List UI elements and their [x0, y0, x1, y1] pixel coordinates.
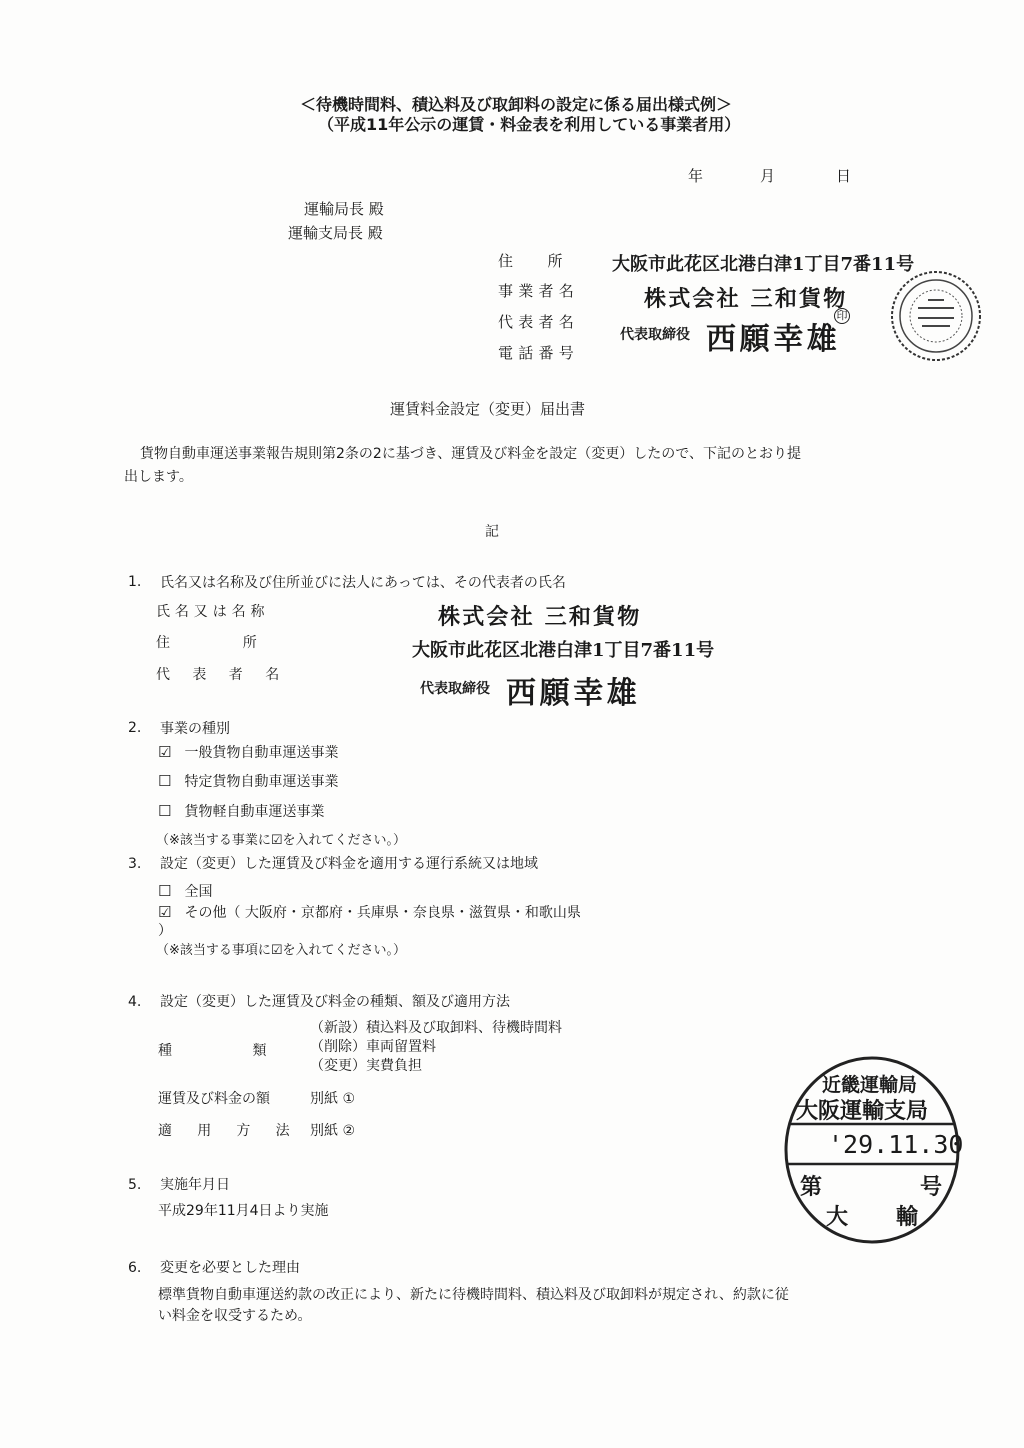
- date-month: 月: [760, 167, 776, 185]
- s1-number: 1.: [128, 574, 142, 590]
- stamp-dai: 第: [800, 1174, 823, 1200]
- checkbox-checked-icon[interactable]: ☑: [158, 743, 172, 761]
- checkbox-empty-icon[interactable]: ☐: [158, 882, 172, 900]
- stamp-line-1: 近畿運輸局: [822, 1074, 918, 1096]
- s2-number: 2.: [128, 720, 142, 736]
- applicant-rep-name: 西願幸雄: [706, 322, 841, 357]
- label-address: 住 所: [498, 252, 565, 270]
- seal-mark: 印: [834, 308, 850, 324]
- s1-address: 大阪市此花区北港白津1丁目7番11号: [412, 640, 715, 661]
- s4-amount-value: 別紙 ①: [310, 1091, 356, 1107]
- s3-number: 3.: [128, 856, 142, 872]
- s2-option-3-label: 貨物軽自動車運送事業: [184, 804, 325, 820]
- s1-label-name: 氏名又は名称: [156, 604, 270, 620]
- date-year: 年: [688, 167, 704, 185]
- s2-option-3[interactable]: [158, 801, 324, 821]
- s1-rep-name: 西願幸雄: [506, 676, 641, 711]
- s4-method-label: 適 用 方 法: [158, 1123, 296, 1139]
- s3-option-1[interactable]: [158, 881, 212, 901]
- label-company: 事業者名: [498, 282, 580, 300]
- s5-value: 平成29年11月4日より実施: [158, 1203, 329, 1219]
- s3-heading: 設定（変更）した運賃及び料金を適用する運行系統又は地域: [160, 856, 538, 872]
- s1-heading: 氏名又は名称及び住所並びに法人にあっては、その代表者の氏名: [160, 575, 566, 591]
- applicant-company: 株式会社 三和貨物: [644, 286, 848, 312]
- form-title: ＜待機時間料、積込料及び取卸料の設定に係る届出様式例＞: [300, 95, 733, 114]
- stamp-bottom-left: 大: [826, 1204, 849, 1230]
- s6-heading: 変更を必要とした理由: [160, 1260, 300, 1276]
- receipt-stamp: [780, 1052, 964, 1248]
- s2-option-2-label: 特定貨物自動車運送事業: [184, 774, 339, 790]
- s2-option-1[interactable]: [158, 742, 338, 762]
- s4-heading: 設定（変更）した運賃及び料金の種類、額及び適用方法: [160, 994, 510, 1010]
- checkbox-empty-icon[interactable]: ☐: [158, 772, 172, 790]
- s6-number: 6.: [128, 1260, 142, 1276]
- s3-option-2-label: その他（ 大阪府・京都府・兵庫県・奈良県・滋賀県・和歌山県: [184, 905, 581, 921]
- s1-label-address: 住 所: [156, 635, 265, 651]
- intro-line-2: 出します。: [124, 469, 193, 485]
- s4-number: 4.: [128, 994, 142, 1010]
- s3-close-paren: ）: [158, 923, 172, 939]
- stamp-date: '29.11.30: [828, 1130, 964, 1159]
- s1-label-rep: 代 表 者 名: [156, 667, 284, 683]
- applicant-address: 大阪市此花区北港白津1丁目7番11号: [612, 254, 915, 275]
- s5-heading: 実施年月日: [160, 1177, 230, 1193]
- s1-rep-title: 代表取締役: [420, 681, 490, 697]
- checkbox-empty-icon[interactable]: ☐: [158, 802, 172, 820]
- s3-option-1-label: 全国: [184, 884, 213, 900]
- addressee-branch: 運輸支局長 殿: [288, 224, 383, 242]
- applicant-rep-title: 代表取締役: [620, 327, 690, 343]
- s3-note: （※該当する事項に☑を入れてください。）: [156, 943, 407, 958]
- checkbox-checked-icon[interactable]: ☑: [158, 903, 172, 921]
- stamp-line-2: 大阪運輸支局: [796, 1098, 929, 1124]
- s1-company: 株式会社 三和貨物: [438, 604, 642, 630]
- form-subtitle: （平成11年公示の運賃・料金表を利用している事業者用）: [318, 115, 741, 134]
- s4-kind-1: （新設）積込料及び取卸料、待機時間料: [310, 1020, 562, 1036]
- company-seal-icon: [888, 268, 984, 364]
- s2-note: （※該当する事業に☑を入れてください。）: [156, 833, 407, 848]
- stamp-bottom-right: 輸: [896, 1204, 919, 1230]
- s6-line-2: い料金を収受するため。: [158, 1308, 312, 1324]
- s2-option-1-label: 一般貨物自動車運送事業: [184, 745, 339, 761]
- label-phone: 電話番号: [498, 344, 580, 362]
- s3-option-2[interactable]: [158, 902, 581, 922]
- stamp-go: 号: [920, 1174, 943, 1200]
- doc-title: 運賃料金設定（変更）届出書: [390, 400, 586, 418]
- date-day: 日: [836, 167, 852, 185]
- s6-line-1: 標準貨物自動車運送約款の改正により、新たに待機時間料、積込料及び取卸料が規定され、約款に従: [158, 1287, 789, 1303]
- s5-number: 5.: [128, 1177, 142, 1193]
- addressee-bureau: 運輸局長 殿: [304, 200, 384, 218]
- s4-method-value: 別紙 ②: [310, 1123, 356, 1139]
- label-representative: 代表者名: [498, 313, 580, 331]
- s4-kind-2: （削除）車両留置料: [310, 1039, 436, 1055]
- s2-option-2[interactable]: [158, 771, 338, 791]
- s4-kind-3: （変更）実費負担: [310, 1058, 422, 1074]
- intro-line-1: 貨物自動車運送事業報告規則第2条の2に基づき、運賃及び料金を設定（変更）したので、下記のとおり提: [140, 446, 801, 462]
- s4-kind-label: 種 類: [158, 1043, 272, 1059]
- s4-amount-label: 運賃及び料金の額: [158, 1091, 270, 1107]
- s2-heading: 事業の種別: [160, 721, 230, 737]
- ki-mark: 記: [485, 524, 499, 540]
